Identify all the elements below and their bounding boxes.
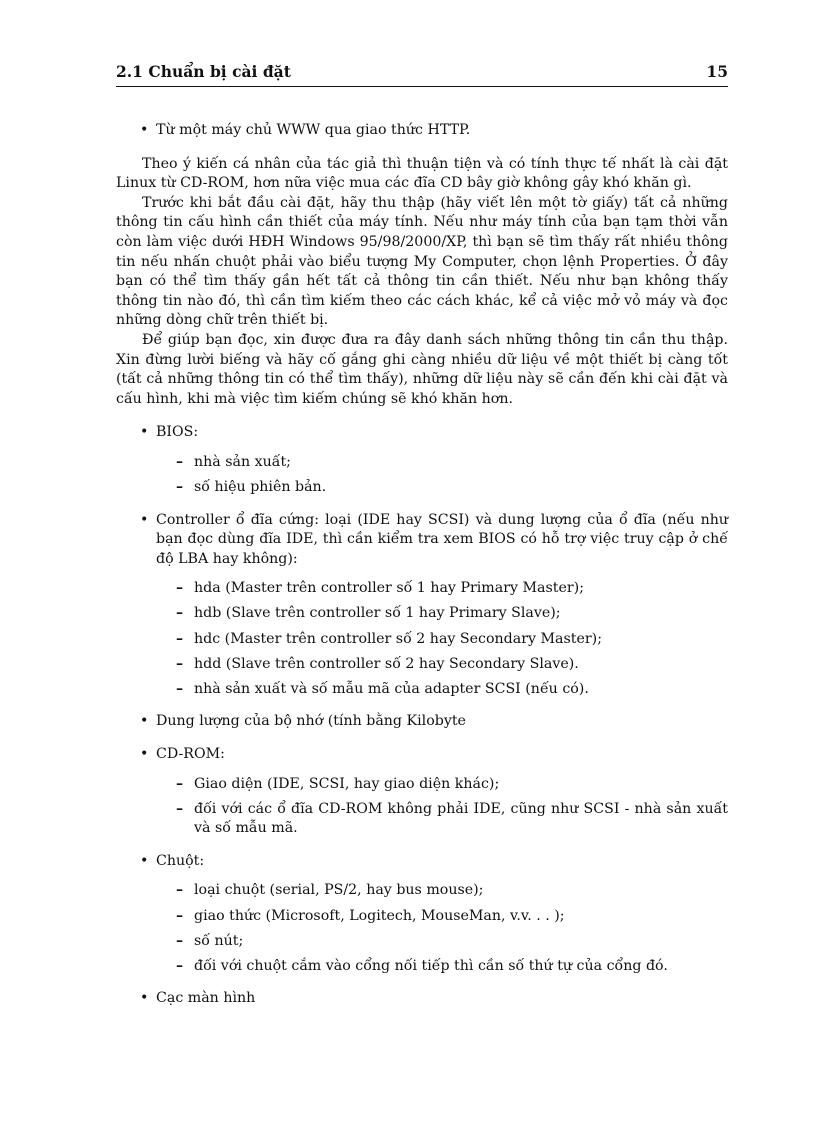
sublist-item [156, 907, 728, 927]
list-item-text: CD-ROM: [156, 745, 225, 762]
page-body [116, 121, 728, 1009]
sublist-item [156, 932, 728, 952]
list-item-mouse [116, 852, 728, 976]
sublist-item [156, 800, 728, 839]
dash-icon: – [176, 605, 184, 622]
dash-icon: – [176, 453, 184, 470]
sublist-item [156, 478, 728, 498]
sublist-item [156, 881, 728, 901]
dash-icon: – [176, 580, 184, 597]
bullet-icon: • [140, 990, 149, 1007]
bullet-icon: • [140, 424, 149, 441]
sublist [156, 775, 728, 839]
list-item-text: Từ một máy chủ WWW qua giao thức HTTP. [156, 122, 471, 138]
page-number: 15 [706, 62, 728, 81]
sublist-item [156, 604, 728, 624]
bullet-icon: • [140, 511, 149, 528]
bullet-icon: • [140, 122, 149, 138]
sublist-item-text: hda (Master trên controller số 1 hay Primary Master); [194, 580, 584, 597]
list-item-memory [116, 712, 728, 732]
document-page [116, 62, 728, 1009]
dash-icon: – [176, 907, 184, 924]
sublist-item [156, 655, 728, 675]
dash-icon: – [176, 630, 184, 647]
requirements-list [116, 423, 728, 1009]
dash-icon: – [176, 932, 184, 949]
sublist-item-text: đối với chuột cắm vào cổng nối tiếp thì cần số thứ tự của cổng đó. [194, 957, 668, 974]
list-item-text: BIOS: [156, 424, 199, 441]
sublist-item [156, 957, 728, 977]
sublist-item-text: hdd (Slave trên controller số 2 hay Secondary Slave). [194, 655, 579, 672]
paragraph: Để giúp bạn đọc, xin được đưa ra đây danh sách những thông tin cần thu thập. Xin đừng lười biếng và hãy cố gắng ghi càng nhiều dữ liệu về một thiết bị càng tốt (tất cả những thông tin có thể tìm thấy), những dữ liệu này sẽ cần đến khi cài đặt và cấu hình, khi mà việc tìm kiếm chúng sẽ khó khăn hơn. [116, 331, 728, 407]
intro-list [116, 121, 728, 141]
list-item-text: Dung lượng của bộ nhớ (tính bằng Kilobyte [156, 713, 466, 730]
running-header [116, 62, 728, 87]
list-item [116, 121, 728, 141]
sublist-item-text: hdb (Slave trên controller số 1 hay Primary Slave); [194, 605, 561, 622]
sublist-item-text: số nút; [194, 932, 244, 949]
dash-icon: – [176, 479, 184, 495]
sublist-item-text: giao thức (Microsoft, Logitech, MouseMan, v.v. . . ); [194, 907, 565, 924]
sublist-item-text: Giao diện (IDE, SCSI, hay giao diện khác); [194, 775, 500, 792]
sublist-item [156, 453, 728, 473]
sublist-item-text: đối với các ổ đĩa CD-ROM không phải IDE, cũng như SCSI - nhà sản xuất và số mẫu mã. [194, 800, 728, 837]
section-title: 2.1 Chuẩn bị cài đặt [116, 62, 291, 81]
sublist-item [156, 579, 728, 599]
dash-icon: – [176, 882, 184, 899]
sublist-item-text: nhà sản xuất; [194, 453, 291, 470]
list-item-bios [116, 423, 728, 497]
paragraph: Trước khi bắt đầu cài đặt, hãy thu thập (hãy viết lên một tờ giấy) tất cả những thông tin cấu hình cần thiết của máy tính. Nếu như máy tính của bạn tạm thời vẫn còn làm việc dưới HĐH Windows 95/98/2000/XP, thì bạn sẽ tìm thấy rất nhiều thông tin nếu nhấn chuột phải vào biểu tượng My Computer, chọn lệnh Properties. Ở đây bạn có thể tìm thấy gần hết tất cả thông tin cần thiết. Nếu như bạn không thấy thông tin nào đó, thì cần tìm kiếm theo các cách khác, kể cả việc mở vỏ máy và đọc những dòng chữ trên thiết bị. [116, 194, 728, 329]
paragraph-block [116, 155, 728, 410]
list-item-text: Controller ổ đĩa cứng: loại (IDE hay SCSI) và dung lượng của ổ đĩa (nếu như bạn đọc dùng đĩa IDE, thì cần kiểm tra xem BIOS có hỗ trợ việc truy cập ở chế độ LBA hay không): [156, 511, 728, 567]
paragraph: Theo ý kiến cá nhân của tác giả thì thuận tiện và có tính thực tế nhất là cài đặt Linux từ CD-ROM, hơn nữa việc mua các đĩa CD bây giờ không gây khó khăn gì. [116, 155, 728, 192]
bullet-icon: • [140, 745, 149, 762]
bullet-icon: • [140, 713, 149, 730]
dash-icon: – [176, 775, 184, 792]
sublist-item [156, 680, 728, 700]
dash-icon: – [176, 680, 184, 697]
sublist-item [156, 775, 728, 795]
sublist-item [156, 630, 728, 650]
list-item-text: Chuột: [156, 852, 205, 869]
list-item-text: Cạc màn hình [156, 990, 256, 1007]
dash-icon: – [176, 655, 184, 672]
sublist [156, 579, 728, 699]
dash-icon: – [176, 957, 184, 974]
sublist [156, 453, 728, 498]
list-item-video-card [116, 989, 728, 1009]
list-item-cdrom [116, 745, 728, 839]
sublist-item-text: loại chuột (serial, PS/2, hay bus mouse); [194, 882, 484, 899]
list-item-hdd-controller [116, 511, 728, 700]
sublist-item-text: nhà sản xuất và số mẫu mã của adapter SCSI (nếu có). [194, 680, 589, 697]
dash-icon: – [176, 800, 184, 817]
sublist [156, 881, 728, 976]
bullet-icon: • [140, 852, 149, 869]
sublist-item-text: số hiệu phiên bản. [194, 479, 327, 495]
sublist-item-text: hdc (Master trên controller số 2 hay Secondary Master); [194, 630, 602, 647]
